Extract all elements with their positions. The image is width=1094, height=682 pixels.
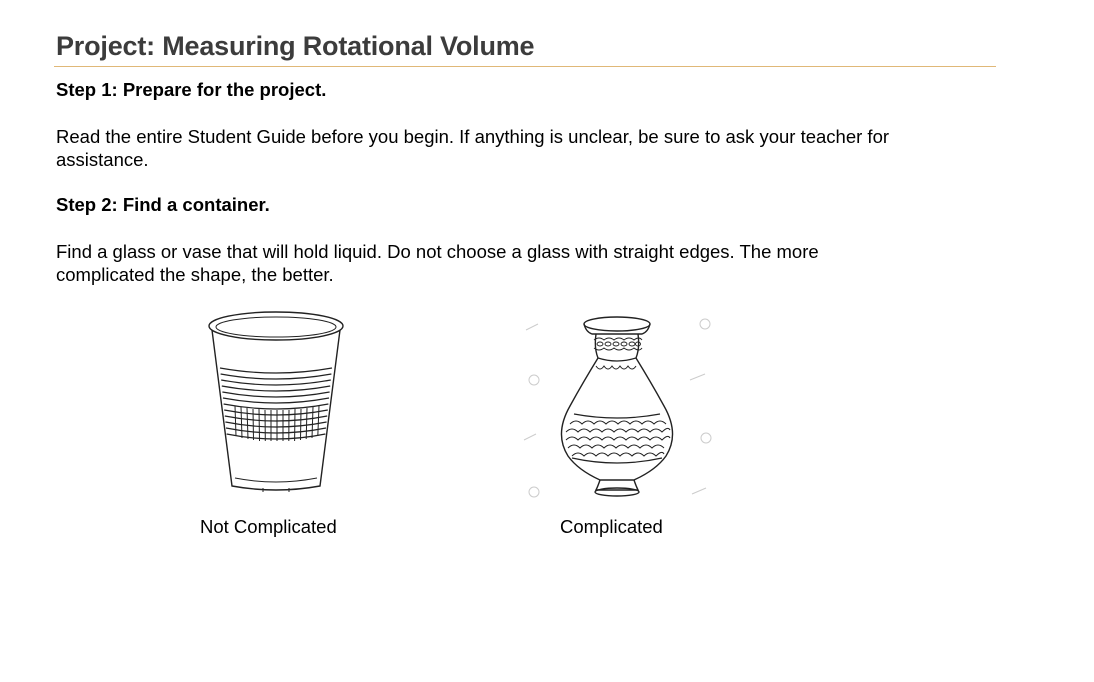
vase-caption: Complicated [560,516,663,537]
decorated-vase-icon [520,310,720,505]
step1-text: Read the entire Student Guide before you begin. If anything is unclear, be sure to ask your teacher for assistance. [56,126,890,170]
step2-text: Find a glass or vase that will hold liquid. Do not choose a glass with straight edges. The more complicated the shape, the better. [56,241,819,285]
title-divider [54,66,996,67]
cup-caption: Not Complicated [200,516,337,537]
page-title: Project: Measuring Rotational Volume [56,31,535,61]
step1-heading: Step 1: Prepare for the project. [56,79,327,100]
step2-heading: Step 2: Find a container. [56,194,270,215]
plastic-cup-icon [205,308,347,498]
